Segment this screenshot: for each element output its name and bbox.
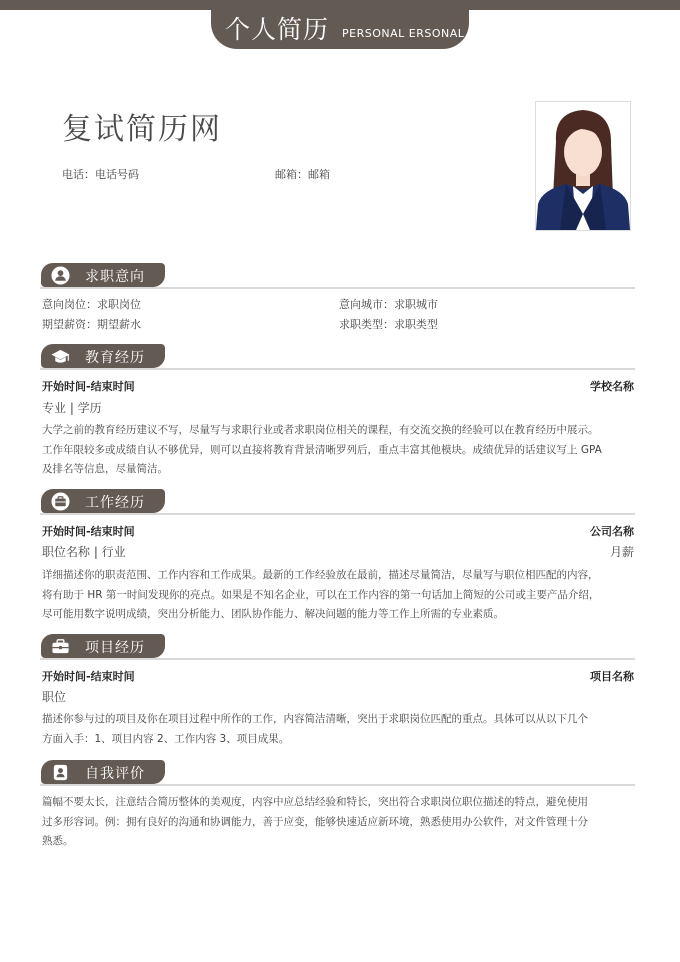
work-desc-line: 尽可能用数字说明成绩，突出分析能力、团队协作能力、解决问题的能力等工作上所需的专业素质。 [42,608,504,620]
avatar-illustration [536,102,630,230]
section-title: 项目经历 [85,640,145,656]
education-desc-line: 及排名等信息，尽量简洁。 [42,463,168,475]
self-description [42,793,636,852]
work-company: 公司名称 [590,525,634,538]
person-icon [51,266,70,285]
project-role: 职位 [42,690,67,704]
candidate-name: 复试简历网 [62,112,222,147]
section-divider [40,368,635,370]
section-divider [40,287,635,289]
section-project [40,634,635,660]
section-work [40,489,635,515]
education-description [42,421,636,480]
section-divider [40,658,635,660]
work-desc-line: 将有助于 HR 第一时间发现你的亮点。如果是不知名企业，可以在工作内容的第一句话加上简短的公司或主要产品介绍， [42,588,600,601]
project-name: 项目名称 [590,670,634,683]
work-role: 职位名称 | 行业 [42,545,126,559]
work-desc-line: 详细描述你的职责范围、工作内容和工作成果。最新的工作经验放在最前，描述尽量简洁，尽量写与职位相匹配的内容， [42,569,599,581]
work-period: 开始时间-结束时间 [42,525,135,538]
education-major: 专业 | 学历 [42,401,102,415]
section-self-evaluation [40,760,635,786]
section-divider [40,784,635,786]
section-tab [41,344,165,368]
section-title: 自我评价 [85,766,145,782]
section-title: 教育经历 [85,350,145,366]
email-text: 邮箱：邮箱 [275,168,330,181]
work-description [42,566,636,625]
graduation-cap-icon [51,347,70,366]
section-job-intent [40,263,635,289]
intent-salary: 期望薪资：期望薪水 [42,318,141,331]
section-title: 求职意向 [85,269,145,285]
avatar-photo [535,101,631,231]
project-period: 开始时间-结束时间 [42,670,135,683]
education-period: 开始时间-结束时间 [42,380,135,393]
section-divider [40,513,635,515]
project-description [42,710,636,749]
phone-text: 电话：电话号码 [62,168,139,181]
section-title: 工作经历 [85,495,145,511]
section-tab [41,760,165,784]
self-desc-line: 熟悉。 [42,835,74,847]
education-desc-line: 工作年限较多或成绩自认不够优异，则可以直接将教育背景清晰罗列后，重点丰富其他模块。成绩优异的话建议写上 GPA [42,443,602,456]
section-tab [41,634,165,658]
education-desc-line: 大学之前的教育经历建议不写，尽量写与求职行业或者求职岗位相关的课程，有交流交换的经验可以在教育经历中展示。 [42,424,599,436]
banner-title: 个人简历 [225,15,330,44]
header-banner [211,0,469,49]
self-desc-line: 过多形容词。例：拥有良好的沟通和协调能力，善于应变，能够快速适应新环境，熟悉使用办公软件，对文件管理十分 [42,815,588,828]
education-school: 学校名称 [590,380,634,393]
id-badge-icon [51,763,70,782]
section-tab [41,263,165,287]
work-salary: 月薪 [609,545,634,559]
intent-city: 意向城市：求职城市 [339,298,438,311]
section-tab [41,489,165,513]
intent-position: 意向岗位：求职岗位 [42,298,141,311]
intent-type: 求职类型：求职类型 [339,318,438,331]
project-desc-line: 描述你参与过的项目及你在项目过程中所作的工作，内容简洁清晰，突出于求职岗位匹配的重点。具体可以从以下几个 [42,713,588,725]
self-desc-line: 篇幅不要太长，注意结合简历整体的美观度，内容中应总结经验和特长，突出符合求职岗位职位描述的特点，避免使用 [42,796,588,808]
briefcase-icon [51,492,70,511]
project-desc-line: 方面入手：1、项目内容 2、工作内容 3、项目成果。 [42,732,290,745]
toolbox-icon [51,637,70,656]
section-education [40,344,635,370]
banner-subtitle: PERSONAL ERSONAL [342,27,465,40]
